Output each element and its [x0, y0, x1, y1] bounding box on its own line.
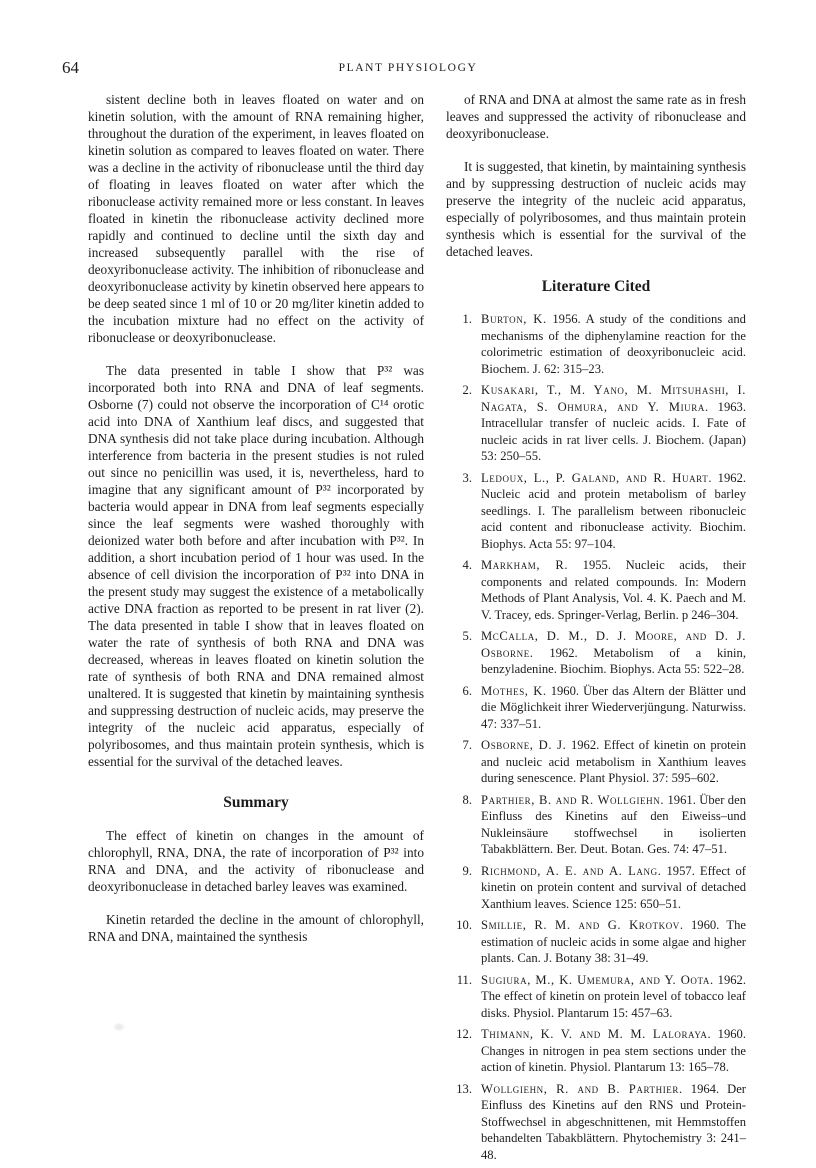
- reference-item: [446, 311, 746, 377]
- reference-item: [446, 557, 746, 623]
- reference-details: 1962. The effect of kinetin on protein level of tobacco leaf disks. Physiol. Plantarum 15: 457–63.: [481, 972, 746, 1020]
- reference-item: [446, 382, 746, 465]
- body-paragraph: The data presented in table I show that P³² was incorporated both into RNA and DNA of leaf segments. Osborne (7) could not observe the incorporation of C¹⁴ orotic acid into DNA of Xanthium leaf discs, and suggested that DNA synthesis did not take place during incubation. Although interference from bacteria in the present studies is not ruled out since no penicillin was used, it is, nevertheless, hard to imagine that any significant amount of P³² incorporated by bacteria would appear in DNA from leaf segments especially since the leaf segments were washed thoroughly with deionized water both before and after incubation with P³². In addition, a short incubation period of 1 hour was used. In the absence of cell division the incorporation of P³² into DNA in the present study may suggest the existence of a metabolically active DNA fraction as reported to be present in rat liver (2). The data presented in table I show that in leaves floated on water the rate of synthesis of both RNA and DNA was decreased, whereas in leaves floated on kinetin solution the rate of synthesis of both RNA and DNA remained almost unaltered. It is suggested that kinetin by maintaining synthesis and suppressing destruction of nucleic acids, may preserve the integrity of the nucleic acid apparatus, especially of polyribosomes, and thus maintain protein synthesis, which is essential for the survival of the detached leaves.: [88, 363, 424, 769]
- reference-number: 10.: [456, 918, 472, 932]
- reference-details: 1956. A study of the conditions and mechanisms of the diphenylamine reaction for the colorimetric estimation of deoxyribonucleic acid. Biochem. J. 62: 315–23.: [481, 312, 746, 376]
- reference-details: 1960. The estimation of nucleic acids in some algae and higher plants. Can. J. Botany 38: 31–49.: [481, 918, 746, 965]
- reference-authors: Mothes, K.: [481, 683, 547, 698]
- reference-details: 1962. Metabolism of a kinin, benzyladenine. Biochim. Biophys. Acta 55: 522–28.: [481, 645, 746, 676]
- reference-authors: Thimann, K. V. and M. M. Laloraya.: [481, 1027, 712, 1041]
- reference-details: 1957. Effect of kinetin on protein content and survival of detached Xanthium leaves. Science 125: 650–51.: [481, 863, 746, 911]
- reference-details: 1955. Nucleic acids, their components and related compounds. In: Modern Methods of Plant Analysis, Vol. 4. K. Paech and M. V. Tracey, eds. Springer-Verlag, Berlin. p 246–304.: [481, 558, 746, 622]
- reference-number: 3.: [462, 470, 472, 485]
- reference-entry: [481, 863, 746, 913]
- reference-item: [446, 917, 746, 967]
- reference-authors: Markham, R.: [481, 558, 569, 572]
- body-paragraph: It is suggested, that kinetin, by maintaining synthesis and by suppressing destruction of nucleic acids may preserve the integrity of the nucleic acid apparatus, especially of polyribosomes, and thus maintain protein synthesis which is essential for the survival of the detached leaves.: [446, 159, 746, 259]
- reference-item: [446, 1026, 746, 1076]
- reference-number: 11.: [456, 972, 472, 987]
- right-column: [446, 91, 746, 1168]
- reference-number: 2.: [462, 383, 472, 397]
- reference-entry: [481, 792, 746, 858]
- reference-item: [446, 683, 746, 733]
- reference-authors: Wollgiehn, R. and B. Parthier.: [481, 1081, 683, 1096]
- reference-authors: McCalla, D. M., D. J. Moore, and D. J. Osborne.: [481, 629, 746, 660]
- reference-list: [446, 311, 746, 1163]
- scan-smudge: [112, 1022, 126, 1032]
- reference-number: 5.: [462, 629, 472, 643]
- reference-number: 9.: [462, 863, 472, 878]
- reference-authors: Kusakari, T., M. Yano, M. Mitsuhashi, I. Nagata, S. Ohmura, and Y. Miura.: [481, 383, 746, 414]
- reference-item: [446, 792, 746, 858]
- reference-item: [446, 1081, 746, 1164]
- reference-details: 1962. Effect of kinetin on protein and nucleic acid metabolism in Xanthium leaves during senescence. Plant Physiol. 37: 595–602.: [481, 738, 746, 785]
- reference-entry: [481, 557, 746, 623]
- reference-entry: [481, 470, 746, 553]
- summary-heading: Summary: [223, 794, 289, 811]
- reference-entry: [481, 972, 746, 1022]
- reference-details: 1961. Über den Einfluss des Kinetins auf den Eiweiss–und Nukleinsäure stoffwechsel in isolierten Tabakblättern. Ber. Deut. Botan. Ges. 74: 47–51.: [481, 792, 746, 856]
- literature-cited-heading: Literature Cited: [541, 278, 651, 295]
- reference-item: [446, 628, 746, 678]
- reference-authors: Parthier, B. and R. Wollgiehn.: [481, 792, 665, 807]
- reference-entry: [481, 628, 746, 678]
- reference-details: 1960. Changes in nitrogen in pea stem sections under the action of kinetin. Physiol. Plantarum 13: 165–78.: [481, 1027, 746, 1074]
- reference-item: [446, 972, 746, 1022]
- reference-authors: Sugiura, M., K. Umemura, and Y. Oota.: [481, 972, 714, 987]
- reference-number: 4.: [462, 558, 472, 572]
- reference-item: [446, 737, 746, 787]
- reference-entry: [481, 917, 746, 967]
- reference-entry: [481, 1081, 746, 1164]
- reference-entry: [481, 1026, 746, 1076]
- reference-authors: Ledoux, L., P. Galand, and R. Huart.: [481, 470, 713, 485]
- reference-details: 1963. Intracellular transfer of nucleic acids. I. Fate of nucleic acids in rat liver cells. J. Biochem. (Japan) 53: 250–55.: [481, 399, 746, 463]
- summary-paragraph: Kinetin retarded the decline in the amount of chlorophyll, RNA and DNA, maintained the synthesis: [88, 912, 424, 944]
- reference-authors: Smillie, R. M. and G. Krotkov.: [481, 918, 684, 932]
- reference-item: [446, 863, 746, 913]
- reference-number: 1.: [462, 312, 472, 326]
- reference-entry: [481, 683, 746, 733]
- reference-number: 12.: [456, 1027, 472, 1041]
- reference-authors: Burton, K.: [481, 312, 547, 326]
- page-number: 64: [62, 58, 79, 77]
- reference-authors: Osborne, D. J.: [481, 738, 567, 752]
- running-head: PLANT PHYSIOLOGY: [338, 62, 478, 74]
- reference-number: 13.: [456, 1081, 472, 1096]
- reference-entry: [481, 311, 746, 377]
- reference-number: 8.: [462, 792, 472, 807]
- reference-entry: [481, 382, 746, 465]
- reference-entry: [481, 737, 746, 787]
- summary-paragraph: The effect of kinetin on changes in the amount of chlorophyll, RNA, DNA, the rate of incorporation of P³² into RNA and DNA, and the activity of ribonuclease and deoxyribonuclease in detached barley leaves was examined.: [88, 828, 424, 894]
- reference-details: 1964. Der Einfluss des Kinetins auf den RNS und Protein-Stoffwechsel in abgeschnittenen, mit Hemmstoffen behandelten Tabakblättern. Phytochemistry 3: 241–48.: [481, 1081, 746, 1162]
- left-column: [88, 91, 424, 945]
- reference-item: [446, 470, 746, 553]
- reference-number: 7.: [462, 738, 472, 752]
- reference-authors: Richmond, A. E. and A. Lang.: [481, 863, 662, 878]
- reference-number: 6.: [462, 683, 472, 698]
- reference-details: 1962. Nucleic acid and protein metabolism of barley seedlings. I. The parallelism between ribonucleic acid content and ribonuclease activity. Biochim. Biophys. Acta 55: 97–104.: [481, 470, 747, 551]
- body-paragraph: of RNA and DNA at almost the same rate as in fresh leaves and suppressed the activity of ribonuclease and deoxyribonuclease.: [446, 92, 746, 141]
- body-paragraph: sistent decline both in leaves floated on water and on kinetin solution, with the amount of RNA remaining higher, throughout the duration of the experiment, in leaves floated on kinetin solution as compared to leaves floated on water. There was a decline in the activity of ribonuclease until the third day of floating in leaves floated on water after which the ribonuclease activity remained more or less constant. In leaves floated in kinetin the ribonuclease activity declined more rapidly and continued to decline until the sixth day and increased subsequently parallel with the rise of deoxyribonuclease activity. The inhibition of ribonuclease and deoxyribonuclease activity by kinetin observed here appears to be deep seated since 1 ml of 10 or 20 mg/liter kinetin added to the incubation mixture had no effect on the activity of ribonuclease or deoxyribonuclease.: [88, 92, 424, 345]
- reference-details: 1960. Über das Altern der Blätter und die Möglichkeit ihrer Wiederverjüngung. Naturwiss. 47: 337–51.: [481, 683, 746, 731]
